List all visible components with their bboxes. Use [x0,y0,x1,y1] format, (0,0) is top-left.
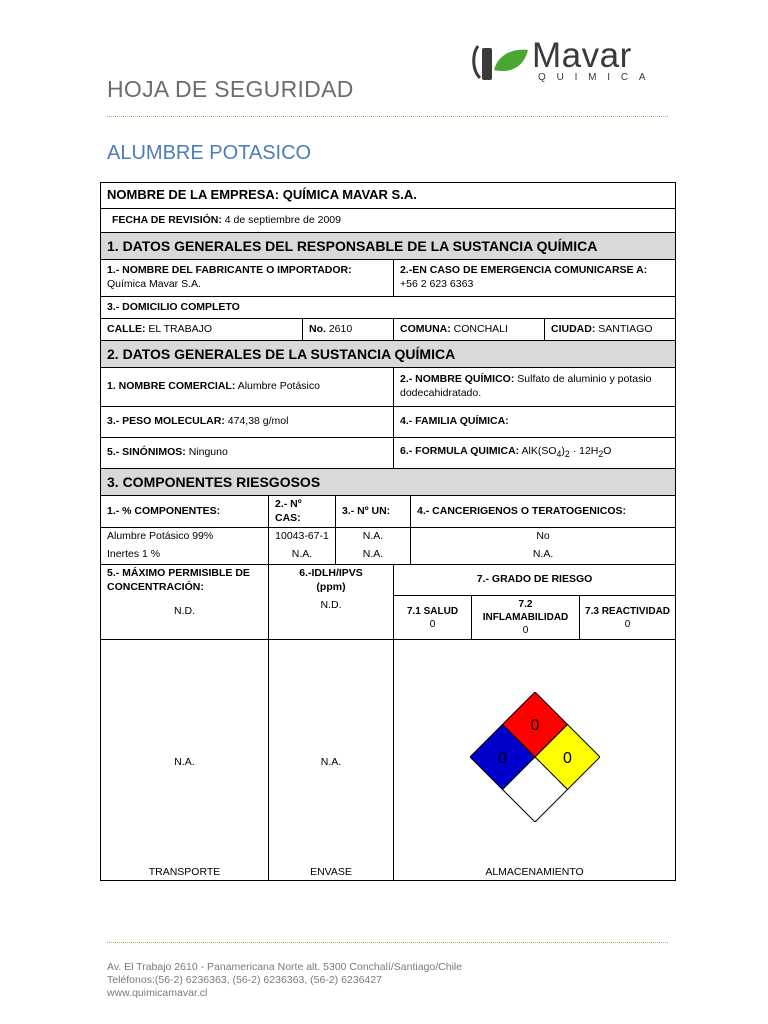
component-carcinogen: No [411,528,676,547]
manufacturer-cell: 1.- NOMBRE DEL FABRICANTE O IMPORTADOR: Química Mavar S.A. [101,260,394,297]
comuna-cell: COMUNA: CONCHALI [394,319,545,341]
un-header: 3.- Nº UN: [336,496,411,528]
logo-subtitle: QUIMICA [538,72,657,83]
container-value: N.A. [320,756,342,769]
component-un: N.A. [336,546,411,565]
components-header: 1.- % COMPONENTES: [101,496,269,528]
risk-grade-header: 7.- GRADO DE RIESGO [394,565,676,596]
nfpa-reactivity-value: 0 [562,750,572,768]
section-1-header: 1. DATOS GENERALES DEL RESPONSABLE DE LA SUSTANCIA QUÍMICA [101,233,676,260]
synonyms-cell: 5.- SINÓNIMOS: Ninguno [101,438,394,469]
footer-divider [107,942,668,943]
max-concentration-cell: 5.- MÁXIMO PERMISIBLE DE CONCENTRACIÓN: N.D. [101,565,269,640]
component-cas: N.A. [269,546,336,565]
footer-address: Av. El Trabajo 2610 - Panamericana Norte alt. 5300 Conchalí/Santiago/Chile [107,961,463,973]
reactivity-cell: 7.3 REACTIVIDAD 0 [580,596,676,640]
component-un: N.A. [336,528,411,547]
container-label: ENVASE [310,866,352,879]
storage-label: ALMACENAMIENTO [485,866,584,879]
transport-label: TRANSPORTE [148,866,221,879]
component-cas: 10043-67-1 [269,528,336,547]
company-name: NOMBRE DE LA EMPRESA: QUÍMICA MAVAR S.A. [101,183,676,209]
flask-leaf-icon [468,40,532,86]
flammability-cell: 7.2 INFLAMABILIDAD 0 [472,596,580,640]
carcinogen-header: 4.- CANCERIGENOS O TERATOGENICOS: [411,496,676,528]
revision-date: FECHA DE REVISIÓN: 4 de septiembre de 2009 [101,209,676,233]
logo-brand: Mavar [532,36,632,75]
address-label: 3.- DOMICILIO COMPLETO [101,297,676,319]
section-3-header: 3. COMPONENTES RIESGOSOS [101,469,676,496]
transport-cell [101,640,269,881]
nfpa-health-value: 0 [497,750,507,768]
product-name: ALUMBRE POTASICO [107,142,312,164]
document-title: HOJA DE SEGURIDAD [107,76,354,102]
safety-data-table [100,182,676,881]
transport-value: N.A. [174,756,195,769]
idlh-cell: 6.-IDLH/IPVS (ppm) N.D. [269,565,394,640]
mavar-logo [468,38,668,88]
component-name: Inertes 1 % [101,546,269,565]
footer [107,961,462,1000]
health-cell: 7.1 SALUD 0 [394,596,472,640]
nfpa-diamond [470,692,600,822]
header-divider [107,116,668,117]
storage-cell [394,640,676,881]
formula-cell: 6.- FORMULA QUIMICA: $AlK(SO_4)_2 \cdot 12H_2O$ [394,438,676,469]
component-name: Alumbre Potásico 99% [101,528,269,547]
footer-phones: Teléfonos:(56-2) 6236363, (56-2) 6236363, (56-2) 6236427 [107,974,382,986]
chemical-family-cell: 4.- FAMILIA QUÍMICA: [394,407,676,438]
chemical-name-cell: 2.- NOMBRE QUÍMICO: Sulfato de aluminio y potasio dodecahidratado. [394,368,676,407]
emergency-contact-cell: 2.-EN CASO DE EMERGENCIA COMUNICARSE A: +56 2 623 6363 [394,260,676,297]
molecular-weight-cell: 3.- PESO MOLECULAR: 474,38 g/mol [101,407,394,438]
footer-website[interactable]: www.quimicamavar.cl [107,987,208,999]
street-cell: CALLE: EL TRABAJO [101,319,303,341]
street-number-cell: No. 2610 [303,319,394,341]
container-cell [269,640,394,881]
city-cell: CIUDAD: SANTIAGO [545,319,676,341]
nfpa-flammability-value: 0 [530,717,539,735]
component-carcinogen: N.A. [411,546,676,565]
cas-header: 2.- Nº CAS: [269,496,336,528]
trade-name-cell: 1. NOMBRE COMERCIAL: Alumbre Potásico [101,368,394,407]
section-2-header: 2. DATOS GENERALES DE LA SUSTANCIA QUÍMICA [101,341,676,368]
